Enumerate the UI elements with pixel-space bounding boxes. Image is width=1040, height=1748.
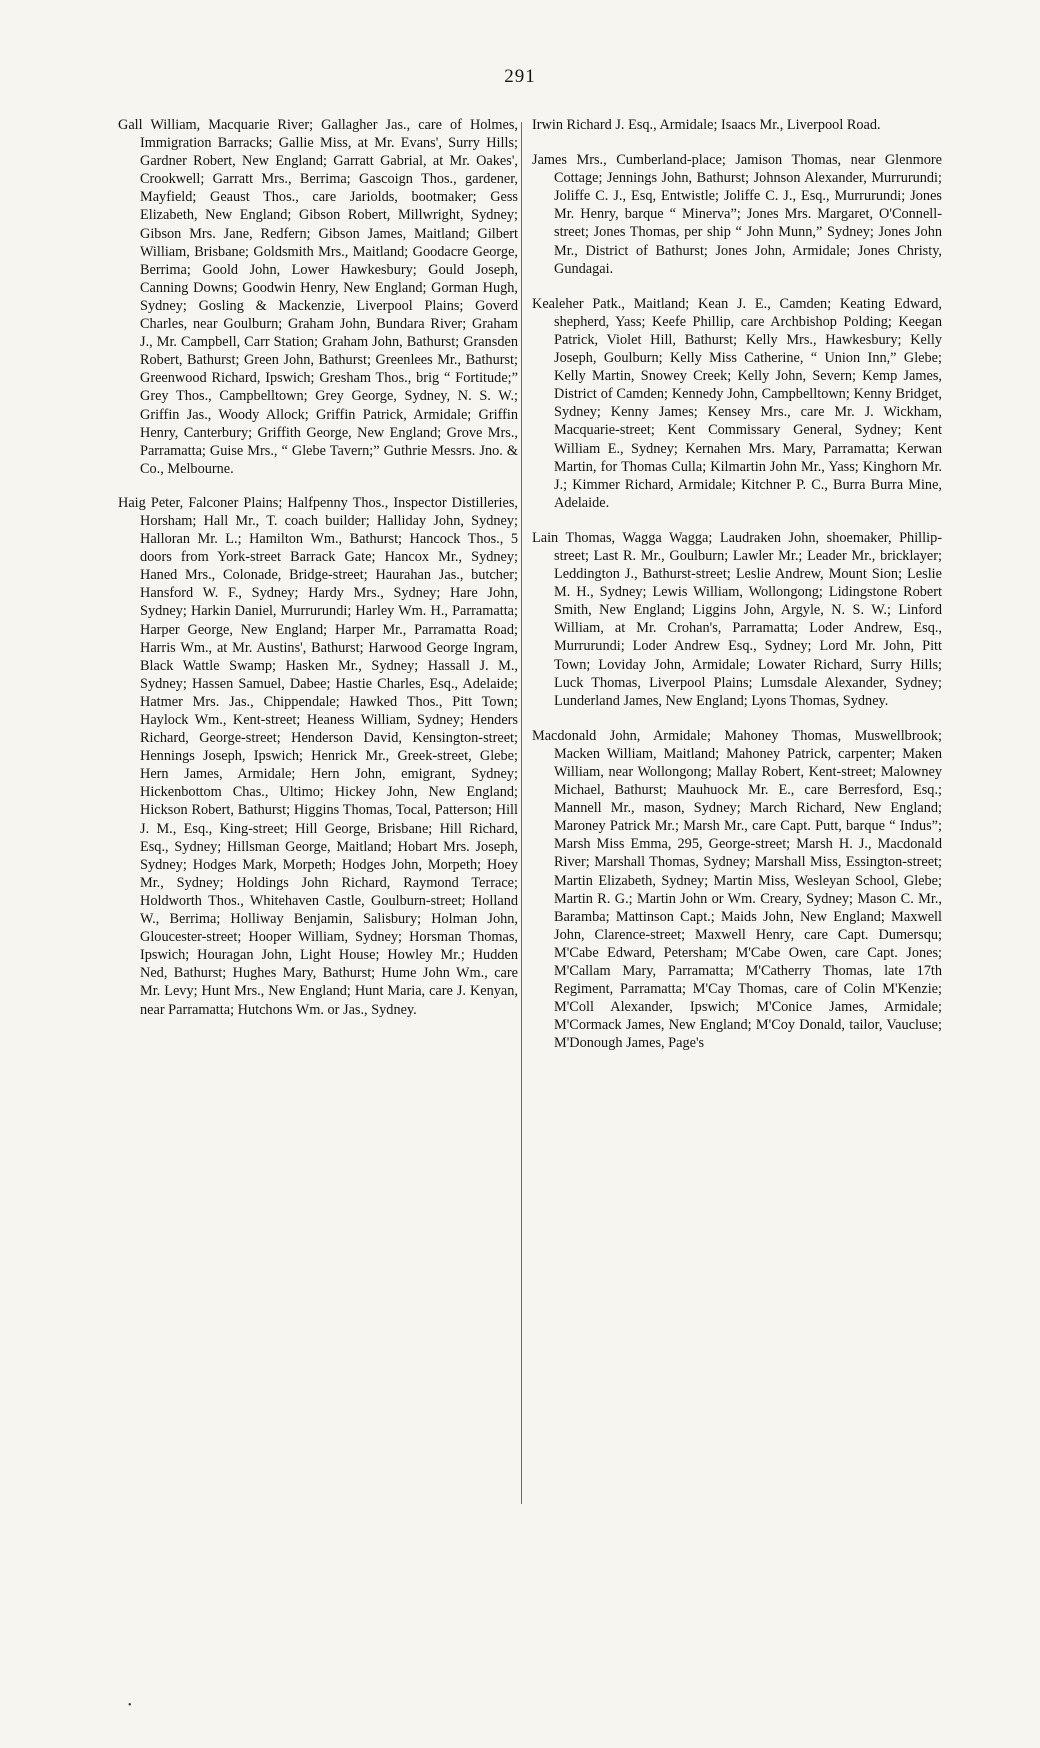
letter-section-l: Lain Thomas, Wagga Wagga; Laudraken John, shoemaker, Phillip-street; Last R. Mr., Goulburn; Lawler Mr.; Leader Mr., bricklayer; Leddington J., Bathurst-street; Leslie Andrew, Mount Sion; Leslie M. H., Sydney; Lewis William, Wollongong; Lidingstone Robert Smith, New England; Liggins John, Argyle, N. S. W.; Linford William, at Mr. Crohan's, Parramatta; Loder Andrew, Esq., Murrurundi; Loder Andrew Esq., Sydney; Lord Mr. John, Pitt Town; Loviday John, Armidale; Lowater Richard, Surry Hills; Luck Thomas, Liverpool Plains; Lumsdale Alexander, Sydney; Lunderland James, New England; Lyons Thomas, Sydney. [532, 529, 942, 709]
letter-section-g: Gall William, Macquarie River; Gallagher Jas., care of Holmes, Immigration Barracks; Gallie Miss, at Mr. Evans', Surry Hills; Gardner Robert, New England; Garratt Gabrial, at Mr. Oakes', Crookwell; Garratt Mrs., Berrima; Gascoign Thos., gardener, Mayfield; Geaust Thos., care Jariolds, bootmaker; Gess Elizabeth, New England; Gibson Robert, Millwright, Sydney; Gibson Mrs. Jane, Redfern; Gibson James, Maitland; Gilbert William, Brisbane; Goldsmith Mrs., Maitland; Goodacre George, Berrima; Goold John, Lower Hawkesbury; Gould Joseph, Canning Downs; Goodwin Henry, New England; Gorman Hugh, Sydney; Gosling & Mackenzie, Liverpool Plains; Goverd Charles, near Goulburn; Graham John, Bundara River; Graham J., Mr. Campbell, Carr Station; Graham John, Bathurst; Gransden Robert, Bathurst; Green John, Bathurst; Greenlees Mr., Bathurst; Greenwood Richard, Ipswich; Gresham Thos., brig “ Fortitude;” Grey Thos., Campbelltown; Grey George, Sydney, N. S. W.; Griffin Jas., Woody Allock; Griffin Patrick, Armidale; Griffin Henry, Canterbury; Griffith George, New England; Grove Mrs., Parramatta; Guise Mrs., “ Glebe Tavern;” Guthrie Messrs. Jno. & Co., Melbourne. [118, 117, 518, 477]
page-number: 291 [504, 66, 536, 87]
print-speck: • [128, 1700, 132, 1711]
column-divider [521, 122, 522, 1504]
letter-section-j: James Mrs., Cumberland-place; Jamison Thomas, near Glenmore Cottage; Jennings John, Bathurst; Johnson Alexander, Murrurundi; Joliffe C. J., Esq, Entwistle; Joliffe C. J., Esq., Murrurundi; Jones Mr. Henry, barque “ Minerva”; Jones Mrs. Margaret, O'Connell-street; Jones Thomas, per ship “ John Munn,” Sydney; Jones John Mr., District of Bathurst; Jones John, Armidale; Jones Christy, Gundagai. [532, 152, 942, 277]
left-column [118, 116, 518, 1035]
letter-section-k: Kealeher Patk., Maitland; Kean J. E., Camden; Keating Edward, shepherd, Yass; Keefe Phillip, care Archbishop Polding; Keegan Patrick, Violet Hill, Bathurst; Kelly Mrs., Hawkesbury; Kelly Joseph, Goulburn; Kelly Miss Catherine, “ Union Inn,” Glebe; Kelly Martin, Snowey Creek; Kelly John, Severn; Kemp James, District of Camden; Kennedy John, Campbelltown; Kenny Bridget, Sydney; Kenny James; Kensey Mrs., care Mr. J. Wickham, Macquarie-street; Kent Commissary General, Sydney; Kent William E., Sydney; Kernahen Mrs. Mary, Parramatta; Kerwan Martin, for Thomas Culla; Kilmartin John Mr., Yass; Kinghorn Mr. J.; Kimmer Richard, Armidale; Kitchner P. C., Burra Burra Mine, Adelaide. [532, 295, 942, 511]
letter-section-i: Irwin Richard J. Esq., Armidale; Isaacs Mr., Liverpool Road. [532, 117, 881, 133]
letter-section-m: Macdonald John, Armidale; Mahoney Thomas, Muswellbrook; Macken William, Maitland; Mahoney Patrick, carpenter; Maken William, near Wollongong; Mallay Robert, Kent-street; Malowney Michael, Bathurst; Mauhuock Mr. E., care Berresford, Esq.; Mannell Mr., mason, Sydney; March Richard, New England; Maroney Patrick Mr.; Marsh Mr., care Capt. Putt, barque “ Indus”; Marsh Miss Emma, 295, George-street; Marsh H. J., Macdonald River; Marshall Thomas, Sydney; Marshall Miss, Essington-street; Martin Elizabeth, Sydney; Martin Miss, Wesleyan School, Glebe; Martin R. G.; Martin John or Wm. Creary, Sydney; Mason C. Mr., Baramba; Mattinson Capt.; Maids John, New England; Maxwell John, Clarence-street; Maxwell Henry, care Capt. Dumersqu; M'Cabe Edward, Petersham; M'Cabe Owen, care Capt. Jones; M'Callam Mary, Parramatta; M'Catherry Thomas, late 17th Regiment, Parramatta; M'Cay Thomas, care of Colin M'Kenzie; M'Coll Alexander, Ipswich; M'Conice James, Armidale; M'Cormack James, New England; M'Coy Donald, tailor, Vaucluse; M'Donough James, Page's [532, 727, 942, 1052]
letter-section-h: Haig Peter, Falconer Plains; Halfpenny Thos., Inspector Distilleries, Horsham; Hall Mr., T. coach builder; Halliday John, Sydney; Halloran Mr. L.; Hamilton Wm., Bathurst; Hancock Thos., 5 doors from York-street Barrack Gate; Hancox Mr., Sydney; Haned Mrs., Colonade, Bridge-street; Haurahan Jas., butcher; Hansford W. F., Sydney; Hardy Mrs., Sydney; Hare John, Sydney; Harkin Daniel, Murrurundi; Harley Wm. H., Parramatta; Harper George, New England; Harper Mr., Parramatta Road; Harris Wm., at Mr. Austins', Bathurst; Harwood George Ingram, Black Wattle Swamp; Hasken Mr., Sydney; Hassall J. M., Sydney; Hassen Samuel, Dabee; Hastie Charles, Esq., Adelaide; Hatmer Mrs. Jas., Chippendale; Hawked Thos., Pitt Town; Haylock Wm., Kent-street; Heaness William, Sydney; Henders Richard, George-street; Henderson David, Kensington-street; Hennings Joseph, Ipswich; Henrick Mr., Greek-street, Glebe; Hern James, Armidale; Hern John, emigrant, Sydney; Hickenbottom Chas., Ultimo; Hickey John, New England; Hickson Robert, Bathurst; Higgins Thomas, Tocal, Patterson; Hill J. M., Esq., King-street; Hill George, Brisbane; Hill Richard, Esq., Sydney; Hillsman George, Maitland; Hobart Mrs. Joseph, Sydney; Hodges Mark, Morpeth; Hodges John, Morpeth; Hoey Mr., Sydney; Holdings John Richard, Raymond Terrace; Holdworth Thos., Whitehaven Castle, Goulburn-street; Holland W., Berrima; Holliway Benjamin, Salisbury; Holman John, Gloucester-street; Hooper William, Sydney; Horsman Thomas, Ipswich; Houragan John, Light House; Howley Mr.; Hudden Ned, Bathurst; Hughes Mary, Bathurst; Hume John Wm., care Mr. Levy; Hunt Mrs., New England; Hunt Maria, care J. Kenyan, near Parramatta; Hutchons Wm. or Jas., Sydney. [118, 494, 518, 1018]
right-column [532, 116, 942, 1070]
